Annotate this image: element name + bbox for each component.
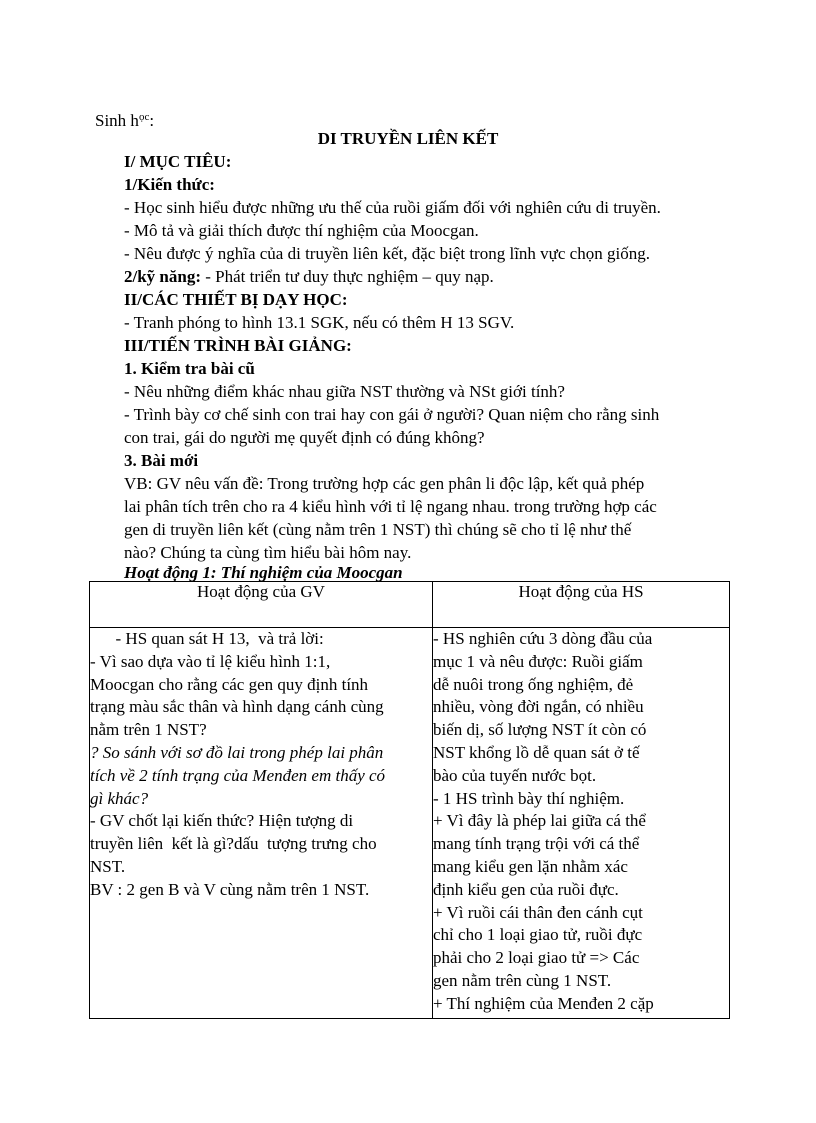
hs-line: + Vì ruồi cái thân đen cánh cụt [433, 902, 643, 922]
check-line: con trai, gái do người mẹ quyết định có đúng không? [124, 428, 485, 447]
skill-heading: 2/kỹ năng: [124, 267, 201, 286]
hs-line: gen nằm trên cùng 1 NST. [433, 970, 612, 990]
gv-line: trạng màu sắc thân và hình dạng cánh cùng [90, 697, 384, 717]
hs-line: chỉ cho 1 loại giao tử, ruồi đực [433, 925, 643, 945]
table-header-gv: Hoạt động của GV [90, 582, 433, 628]
gv-activity-cell [90, 628, 433, 1019]
hs-line: - HS nghiên cứu 3 dòng đầu của [433, 629, 653, 648]
hs-line: phải cho 2 loại giao tử => Các [433, 948, 640, 968]
gv-line: Moocgan cho rằng các gen quy định tính [90, 674, 369, 694]
hs-line: - 1 HS trình bày thí nghiệm. [433, 788, 625, 808]
gv-line: tích về 2 tính trạng của Menđen em thấy có [90, 765, 386, 785]
skill-text: - Phát triển tư duy thực nghiệm – quy nạp. [201, 267, 494, 286]
intro-line: gen di truyền liên kết (cùng nằm trên 1 NST) thì chúng sẽ cho tỉ lệ như thế [124, 520, 632, 539]
hs-line: mang tính trạng trội với cá thể [433, 834, 640, 854]
equipment-item: - Tranh phóng to hình 13.1 SGK, nếu có thêm H 13 SGV. [124, 313, 515, 332]
gv-line: BV : 2 gen B và V cùng nằm trên 1 NST. [90, 879, 370, 899]
gv-line: nằm trên 1 NST? [90, 720, 207, 740]
hs-line: bào của tuyến nước bọt. [433, 765, 597, 785]
activity-table [89, 581, 730, 1019]
gv-line: NST. [90, 856, 126, 876]
intro-line: nào? Chúng ta cùng tìm hiểu bài hôm nay. [124, 543, 412, 562]
gv-line: gì khác? [90, 788, 149, 808]
gv-line: - Vì sao dựa vào tỉ lệ kiểu hình 1:1, [90, 651, 331, 671]
hs-line: biến dị, số lượng NST ít còn có [433, 720, 647, 740]
hs-line: dễ nuôi trong ống nghiệm, đẻ [433, 674, 634, 694]
check-line: - Nêu những điểm khác nhau giữa NST thường và NSt giới tính? [124, 382, 565, 401]
hs-line: + Thí nghiệm của Menđen 2 cặp [433, 993, 654, 1013]
check-line: - Trình bày cơ chế sinh con trai hay con gái ở người? Quan niệm cho rằng sinh [124, 405, 660, 424]
table-header-hs: Hoạt động của HS [433, 582, 730, 628]
activity-heading: Hoạt động 1: Thí nghiệm của Moocgan [124, 563, 403, 582]
hs-line: nhiều, vòng đời ngắn, có nhiều [433, 697, 644, 717]
section2-heading: II/CÁC THIẾT BỊ DẠY HỌC: [124, 290, 348, 309]
knowledge-item: - Nêu được ý nghĩa của di truyền liên kết, đặc biệt trong lĩnh vực chọn giống. [124, 244, 650, 263]
section3-heading: III/TIẾN TRÌNH BÀI GIẢNG: [124, 336, 352, 355]
gv-line: ? So sánh với sơ đồ lai trong phép lai phân [90, 742, 384, 762]
gv-line: - GV chốt lại kiến thức? Hiện tượng di [90, 811, 354, 831]
intro-line: VB: GV nêu vấn đề: Trong trường hợp các gen phân li độc lập, kết quả phép [124, 474, 645, 493]
hs-line: + Vì đây là phép lai giữa cá thể [433, 811, 646, 831]
check-heading: 1. Kiểm tra bài cũ [124, 359, 255, 378]
gv-line: - HS quan sát H 13, và trả lời: [90, 629, 324, 648]
knowledge-item: - Mô tả và giải thích được thí nghiệm của Moocgan. [124, 221, 479, 240]
intro-line: lai phân tích trên cho ra 4 kiểu hình với tỉ lệ ngang nhau. trong trường hợp các [124, 497, 657, 516]
hs-line: NST khổng lồ dễ quan sát ở tế [433, 742, 640, 762]
hs-line: mục 1 và nêu được: Ruồi giấm [433, 651, 643, 671]
section1-heading: I/ MỤC TIÊU: [124, 152, 232, 171]
page-title: DI TRUYỀN LIÊN KẾT [317, 129, 499, 148]
subject-label: Sinh $h^{ọc}$: [95, 111, 155, 130]
knowledge-item: - Học sinh hiểu được những ưu thế của ruồi giấm đối với nghiên cứu di truyền. [124, 198, 661, 217]
new-lesson-heading: 3. Bài mới [124, 451, 199, 470]
knowledge-heading: 1/Kiến thức: [124, 175, 215, 194]
hs-activity-cell [433, 628, 730, 1019]
hs-line: định kiểu gen của ruồi đực. [433, 879, 619, 899]
hs-line: mang kiểu gen lặn nhằm xác [433, 856, 628, 876]
gv-line: truyền liên kết là gì?dấu tượng trưng cho [90, 834, 377, 854]
skill-line [124, 266, 494, 288]
